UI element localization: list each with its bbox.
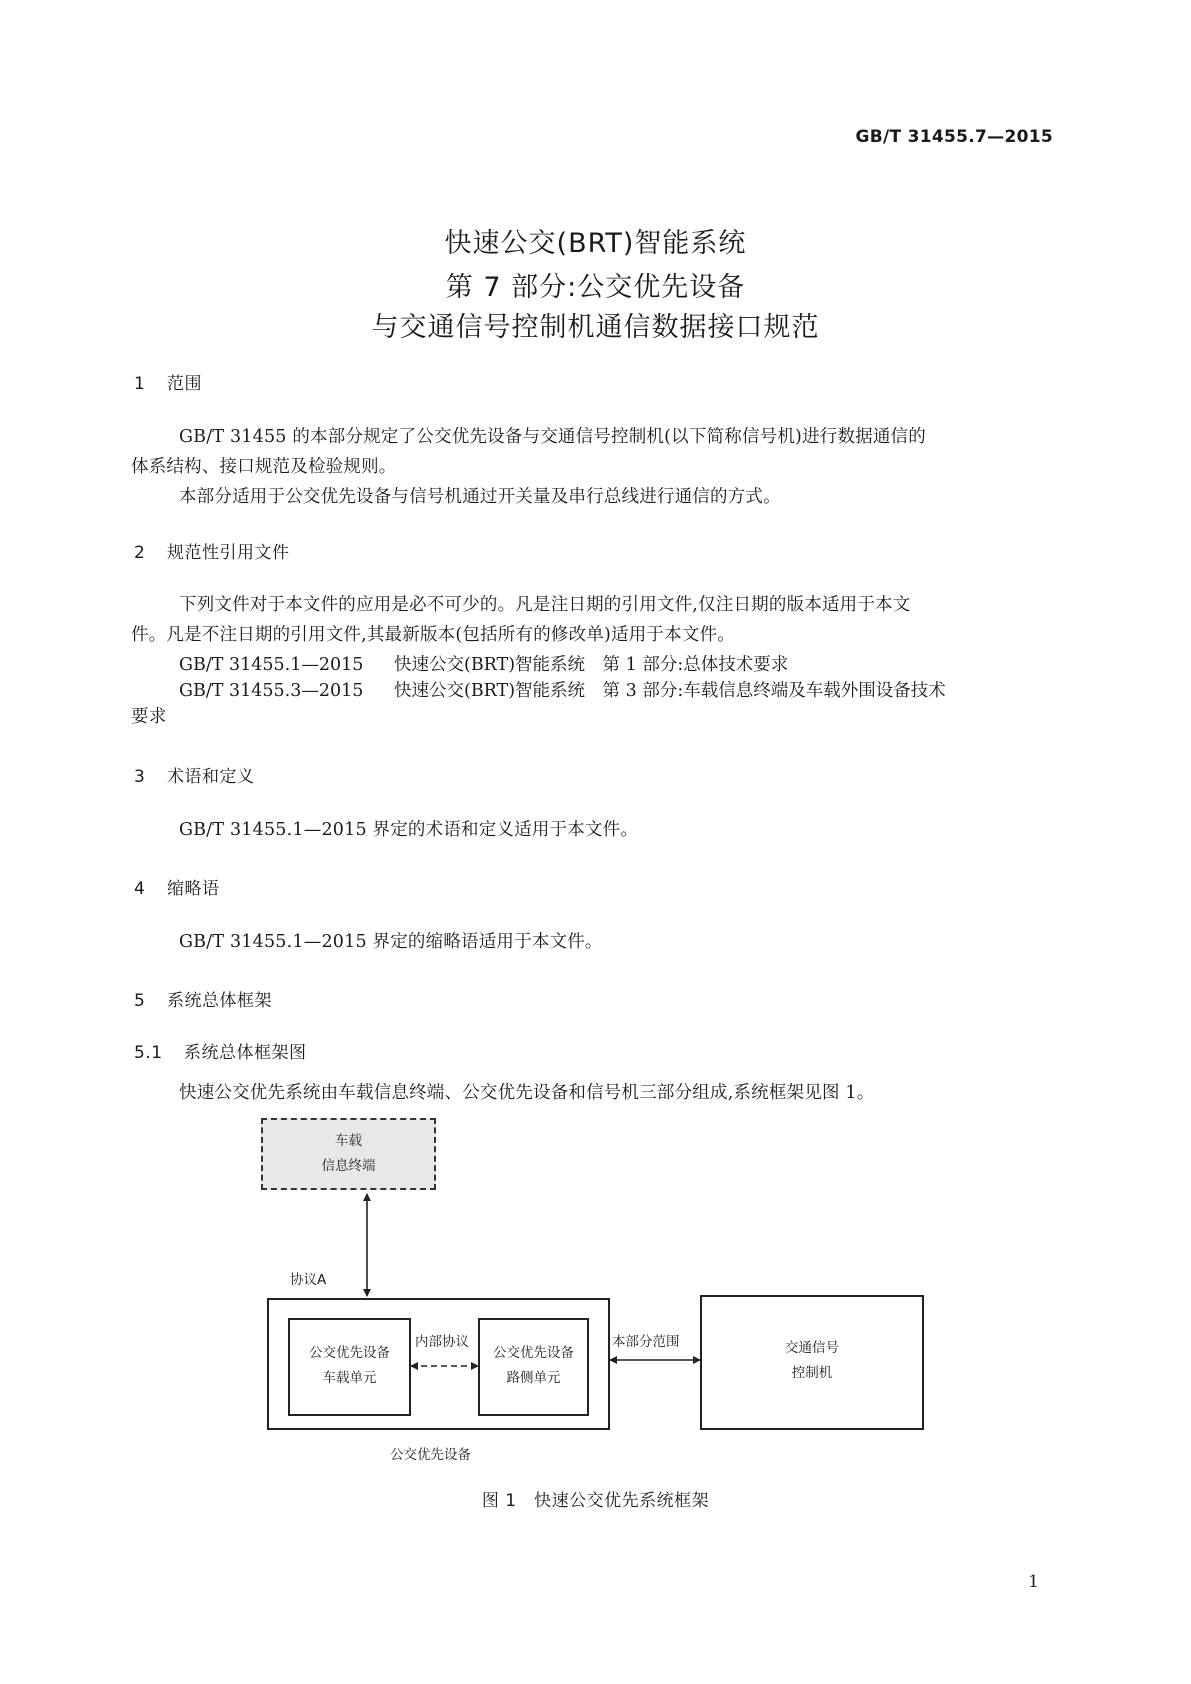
title-line-1: 快速公交(BRT)智能系统 xyxy=(444,228,747,259)
section-title: 规范性引用文件 xyxy=(167,543,290,563)
text-line: 下列文件对于本文件的应用是必不可少的。凡是注日期的引用文件,仅注日期的版本适用于本文 xyxy=(179,595,911,615)
section-title: 缩略语 xyxy=(167,879,220,899)
text-line: 快速公交优先系统由车载信息终端、公交优先设备和信号机三部分组成,系统框架见图 1。 xyxy=(179,1083,875,1103)
section-number: 5 xyxy=(134,991,146,1011)
section-number: 2 xyxy=(134,543,146,563)
section-1-paragraph-2 xyxy=(131,482,1058,512)
text-line: 体系结构、接口规范及检验规则。 xyxy=(131,457,397,477)
internal-protocol-label: 内部协议 xyxy=(415,1334,469,1350)
box-label: 公交优先设备 xyxy=(309,1345,390,1361)
text-line: 本部分适用于公交优先设备与信号机通过开关量及串行总线进行通信的方式。 xyxy=(179,487,781,507)
roadside-unit-box xyxy=(478,1318,589,1416)
bus-priority-equipment-label: 公交优先设备 xyxy=(390,1447,471,1463)
section-title: 范围 xyxy=(167,374,202,394)
reference-title: 快速公交(BRT)智能系统 第 3 部分:车载信息终端及车载外围设备技术 xyxy=(394,681,946,701)
box-label: 交通信号 xyxy=(785,1340,839,1356)
text-line: GB/T 31455.1—2015 界定的术语和定义适用于本文件。 xyxy=(179,820,639,840)
section-2-heading xyxy=(134,538,290,563)
page-number: 1 xyxy=(1028,1572,1039,1592)
scope-label: 本部分范围 xyxy=(612,1334,680,1350)
section-5-1-heading xyxy=(134,1038,307,1063)
section-number: 4 xyxy=(134,879,146,899)
normative-reference-2-continued xyxy=(131,702,1058,732)
standard-code: GB/T 31455.7—2015 xyxy=(855,127,1053,147)
text-line: GB/T 31455 的本部分规定了公交优先设备与交通信号控制机(以下简称信号机)进行数据通信的 xyxy=(179,427,926,447)
text-line: 件。凡是不注日期的引用文件,其最新版本(包括所有的修改单)适用于本文件。 xyxy=(131,625,735,645)
section-1-heading xyxy=(134,369,202,394)
title-line-3: 与交通信号控制机通信数据接口规范 xyxy=(371,312,820,343)
box-label: 控制机 xyxy=(791,1365,833,1381)
title-line-2: 第 7 部分:公交优先设备 xyxy=(445,272,746,303)
section-2-paragraph-1 xyxy=(131,590,1058,650)
section-number: 3 xyxy=(134,767,146,787)
reference-code: GB/T 31455.3—2015 xyxy=(179,681,364,701)
section-title: 术语和定义 xyxy=(167,767,255,787)
signal-controller-box xyxy=(700,1295,924,1430)
figure-caption: 图 1 快速公交优先系统框架 xyxy=(481,1491,710,1511)
section-number: 1 xyxy=(134,374,146,394)
section-3-heading xyxy=(134,762,255,787)
box-label: 车载 xyxy=(335,1133,362,1149)
reference-title: 快速公交(BRT)智能系统 第 1 部分:总体技术要求 xyxy=(394,655,789,675)
protocol-a-label: 协议A xyxy=(290,1272,327,1288)
section-title: 系统总体框架 xyxy=(167,991,272,1011)
text-line: 要求 xyxy=(131,707,167,727)
section-3-paragraph-1 xyxy=(131,815,1058,845)
section-5-1-paragraph-1 xyxy=(131,1078,1058,1108)
vehicle-info-terminal-box xyxy=(261,1118,436,1190)
section-1-paragraph-1 xyxy=(131,422,1058,482)
bus-priority-equipment-box xyxy=(267,1298,610,1430)
box-label: 路侧单元 xyxy=(506,1370,561,1386)
reference-code: GB/T 31455.1—2015 xyxy=(179,655,364,675)
section-4-paragraph-1 xyxy=(131,927,1058,957)
section-number: 5.1 xyxy=(134,1043,163,1063)
box-label: 车载单元 xyxy=(322,1370,377,1386)
box-label: 信息终端 xyxy=(321,1158,376,1174)
onboard-unit-box xyxy=(288,1318,411,1416)
box-label: 公交优先设备 xyxy=(493,1345,574,1361)
text-line: GB/T 31455.1—2015 界定的缩略语适用于本文件。 xyxy=(179,932,603,952)
section-4-heading xyxy=(134,874,220,899)
section-5-heading xyxy=(134,986,272,1011)
section-title: 系统总体框架图 xyxy=(184,1043,307,1063)
